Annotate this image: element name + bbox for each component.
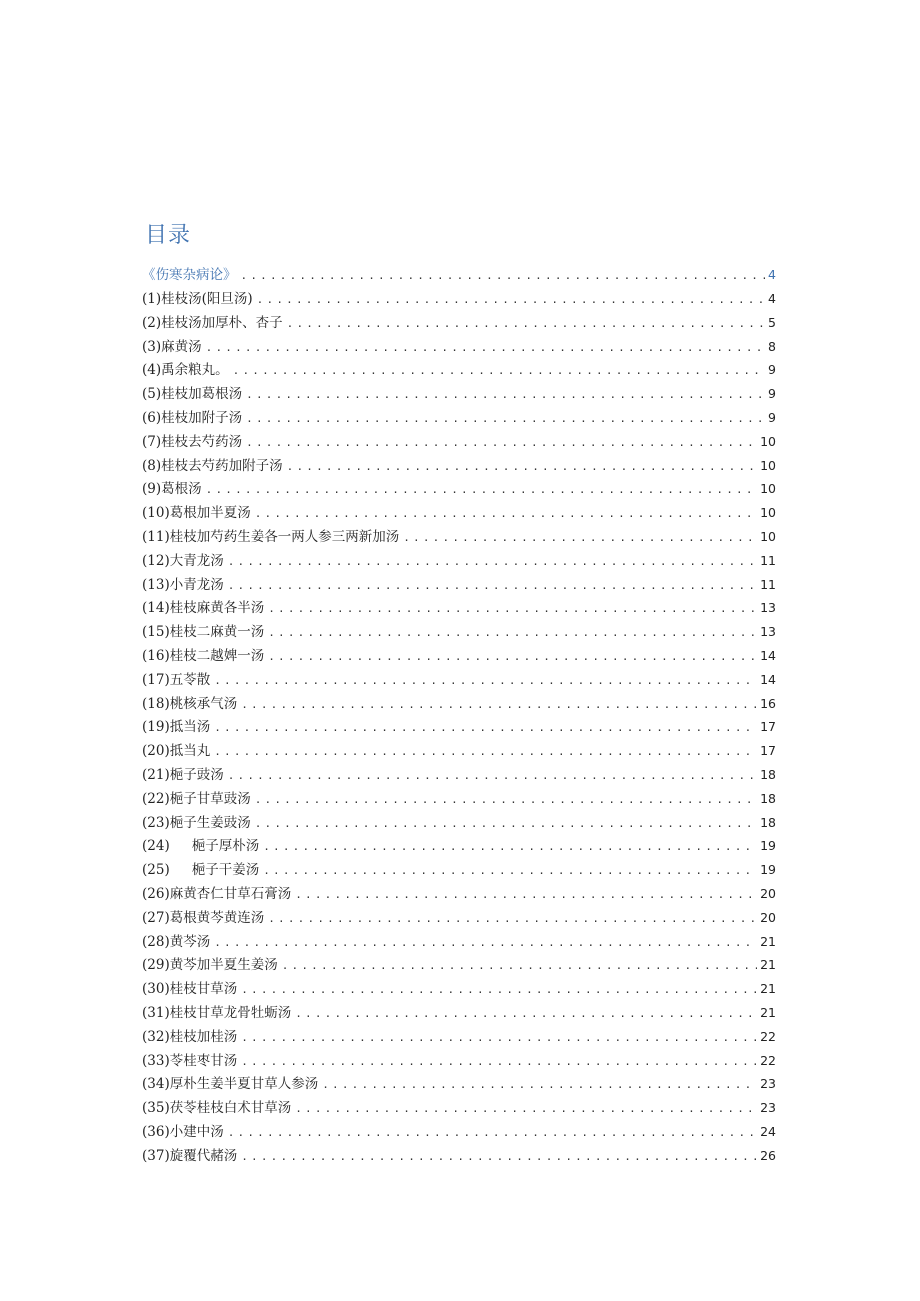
toc-entry-leader — [241, 693, 757, 716]
toc-entry-label: (37)旋覆代赭汤 — [142, 1147, 238, 1164]
toc-entry[interactable] — [142, 977, 776, 1001]
toc-entry[interactable] — [142, 930, 776, 954]
toc-entry-leader — [268, 645, 757, 668]
toc-entry-label: (6)桂枝加附子汤 — [142, 409, 243, 426]
toc-entry-page: 19 — [760, 838, 776, 854]
toc-entry-leader — [322, 1073, 757, 1096]
toc-entry-label: (28)黄芩汤 — [142, 933, 211, 950]
toc-entry-label: (30)桂枝甘草汤 — [142, 981, 238, 998]
toc-entry-page: 4 — [768, 291, 776, 306]
toc-entry[interactable] — [142, 739, 776, 763]
toc-entry-label: (4)禹余粮丸。 — [142, 362, 229, 379]
toc-entry[interactable] — [142, 1049, 776, 1073]
toc-entry[interactable] — [142, 620, 776, 644]
toc-entry-leader — [241, 1145, 757, 1168]
toc-entry-leader — [268, 621, 757, 644]
toc-entry-leader — [268, 597, 757, 620]
toc-entry-page: 21 — [760, 933, 776, 949]
toc-entry-text: 梔子厚朴汤 — [191, 838, 260, 855]
toc-entry-page: 18 — [760, 790, 776, 806]
toc-entry-page: 22 — [760, 1028, 776, 1044]
toc-list — [142, 262, 776, 1167]
toc-entry-leader — [282, 954, 757, 977]
toc-entry-label: (22)梔子甘草豉汤 — [142, 790, 251, 807]
toc-entry-page: 17 — [760, 719, 776, 735]
toc-entry[interactable] — [142, 906, 776, 930]
toc-entry-leader — [295, 1097, 757, 1120]
toc-entry-label: (21)梔子豉汤 — [142, 766, 224, 783]
toc-entry-leader — [263, 859, 757, 882]
toc-entry-leader — [287, 312, 765, 335]
toc-entry[interactable] — [142, 430, 776, 454]
toc-entry-page: 18 — [760, 766, 776, 782]
toc-entry-page: 11 — [760, 576, 776, 592]
toc-entry[interactable] — [142, 1025, 776, 1049]
toc-entry[interactable] — [142, 287, 776, 311]
toc-entry-page: 23 — [760, 1076, 776, 1092]
toc-entry-page: 8 — [768, 338, 776, 354]
toc-entry-page: 13 — [760, 600, 776, 616]
toc-entry-text: 梔子干姜汤 — [191, 862, 260, 879]
toc-entry-label: (3)麻黄汤 — [142, 338, 202, 355]
toc-entry-label: (2)桂枝汤加厚朴、杏子 — [142, 314, 283, 331]
toc-entry-label: (32)桂枝加桂汤 — [142, 1028, 238, 1045]
toc-entry-label: (26)麻黄杏仁甘草石膏汤 — [142, 885, 292, 902]
toc-entry[interactable] — [142, 811, 776, 835]
toc-entry[interactable] — [142, 477, 776, 501]
toc-entry-page: 21 — [760, 1004, 776, 1020]
toc-entry-leader — [255, 502, 757, 525]
toc-entry-page: 24 — [760, 1123, 776, 1139]
toc-entry[interactable] — [142, 525, 776, 549]
toc-entry-page: 21 — [760, 957, 776, 973]
toc-entry-leader — [241, 1026, 757, 1049]
toc-entry-page: 9 — [768, 386, 776, 402]
toc-entry-label: (13)小青龙汤 — [142, 576, 224, 593]
toc-entry-page: 10 — [760, 481, 776, 497]
toc-entry[interactable] — [142, 692, 776, 716]
toc-entry[interactable] — [142, 953, 776, 977]
toc-entry-page: 17 — [760, 743, 776, 759]
toc-entry-leader — [263, 835, 757, 858]
toc-entry[interactable] — [142, 358, 776, 382]
toc-entry-leader — [295, 883, 757, 906]
toc-entry-page: 23 — [760, 1100, 776, 1116]
toc-entry[interactable] — [142, 787, 776, 811]
toc-entry-label: (27)葛根黄芩黄连汤 — [142, 909, 265, 926]
toc-entry-leader — [228, 574, 757, 597]
toc-entry[interactable] — [142, 1096, 776, 1120]
toc-entry-page: 10 — [760, 505, 776, 521]
toc-entry-page: 19 — [760, 862, 776, 878]
toc-entry[interactable] — [142, 834, 776, 858]
toc-entry-label: (33)苓桂枣甘汤 — [142, 1052, 238, 1069]
toc-entry-leader — [241, 263, 766, 287]
toc-entry-page: 4 — [768, 267, 776, 282]
toc-entry-leader — [241, 1050, 757, 1073]
toc-entry-leader — [206, 336, 765, 359]
toc-entry-label: 《伤寒杂病论》 — [142, 267, 237, 283]
toc-entry[interactable] — [142, 882, 776, 906]
toc-entry-leader — [246, 431, 757, 454]
toc-entry-label: (16)桂枝二越婢一汤 — [142, 647, 265, 664]
toc-entry[interactable] — [142, 858, 776, 882]
toc-entry-page: 22 — [760, 1052, 776, 1068]
toc-entry-label: (36)小建中汤 — [142, 1123, 224, 1140]
toc-entry-page: 20 — [760, 885, 776, 901]
toc-entry-leader — [228, 1121, 757, 1144]
toc-entry-page: 10 — [760, 457, 776, 473]
toc-entry-leader — [233, 359, 765, 382]
toc-entry-label: (23)梔子生姜豉汤 — [142, 814, 251, 831]
toc-entry-label: (17)五苓散 — [142, 671, 211, 688]
toc-entry-page: 10 — [760, 433, 776, 449]
toc-entry-page: 14 — [760, 647, 776, 663]
toc-entry-label: (11)桂枝加芍药生姜各一两人参三两新加汤 — [142, 528, 400, 545]
toc-entry-label: (10)葛根加半夏汤 — [142, 505, 251, 522]
toc-entry[interactable] — [142, 501, 776, 525]
toc-entry-label: (29)黄芩加半夏生姜汤 — [142, 957, 278, 974]
toc-entry-number: (24) — [142, 838, 170, 855]
toc-entry-page: 16 — [760, 695, 776, 711]
toc-entry-label: (15)桂枝二麻黄一汤 — [142, 624, 265, 641]
toc-entry-leader — [403, 526, 757, 549]
toc-entry-leader — [214, 931, 757, 954]
toc-entry[interactable] — [142, 1072, 776, 1096]
toc-entry[interactable] — [142, 1144, 776, 1168]
toc-entry-label: (9)葛根汤 — [142, 481, 202, 498]
toc-entry[interactable] — [142, 454, 776, 478]
toc-title: 目录 — [145, 223, 192, 248]
toc-entry[interactable] — [142, 644, 776, 668]
toc-entry-page: 21 — [760, 981, 776, 997]
toc-entry-leader — [287, 455, 757, 478]
toc-entry-label: (18)桃核承气汤 — [142, 695, 238, 712]
toc-entry[interactable] — [142, 311, 776, 335]
toc-entry-leader — [214, 740, 757, 763]
toc-entry[interactable] — [142, 406, 776, 430]
toc-entry[interactable] — [142, 596, 776, 620]
toc-entry-leader — [255, 812, 757, 835]
toc-entry-page: 9 — [768, 409, 776, 425]
toc-entry-leader — [228, 550, 757, 573]
toc-entry-leader — [206, 478, 757, 501]
toc-entry-leader — [257, 288, 765, 311]
toc-entry-label: (34)厚朴生姜半夏甘草人参汤 — [142, 1076, 319, 1093]
toc-entry-page: 18 — [760, 814, 776, 830]
toc-entry-leader — [295, 1002, 757, 1025]
toc-entry[interactable] — [142, 382, 776, 406]
toc-entry-leader — [228, 764, 757, 787]
toc-entry-leader — [268, 907, 757, 930]
toc-entry[interactable] — [142, 1001, 776, 1025]
toc-entry-leader — [246, 383, 765, 406]
toc-entry-label: (31)桂枝甘草龙骨牡蛎汤 — [142, 1004, 292, 1021]
toc-entry-label: (20)抵当丸 — [142, 743, 211, 760]
toc-entry-page: 20 — [760, 909, 776, 925]
toc-entry-label: (8)桂枝去芍药加附子汤 — [142, 457, 283, 474]
toc-entry[interactable] — [142, 335, 776, 359]
toc-entry[interactable] — [142, 1120, 776, 1144]
toc-entry-label: (14)桂枝麻黄各半汤 — [142, 600, 265, 617]
toc-entry-page: 10 — [760, 528, 776, 544]
toc-entry-page: 14 — [760, 671, 776, 687]
toc-entry[interactable] — [142, 573, 776, 597]
toc-entry-page: 13 — [760, 624, 776, 640]
toc-entry-label — [142, 859, 263, 882]
toc-entry-number: (25) — [142, 862, 170, 879]
toc-entry[interactable] — [142, 549, 776, 573]
toc-entry-page: 5 — [768, 314, 776, 330]
toc-entry[interactable] — [142, 668, 776, 692]
toc-entry-page: 11 — [760, 552, 776, 568]
toc-entry-leader — [214, 669, 757, 692]
toc-entry-leader — [246, 407, 765, 430]
toc-entry[interactable] — [142, 715, 776, 739]
toc-entry-label — [142, 835, 263, 858]
toc-entry-page: 9 — [768, 362, 776, 378]
toc-entry-label: (1)桂枝汤(阳旦汤) — [142, 291, 253, 307]
toc-entry[interactable] — [142, 763, 776, 787]
toc-entry-leader — [214, 716, 757, 739]
toc-entry-label: (12)大青龙汤 — [142, 552, 224, 569]
toc-entry[interactable] — [142, 262, 776, 287]
toc-entry-label: (5)桂枝加葛根汤 — [142, 386, 243, 403]
toc-entry-label: (7)桂枝去芍药汤 — [142, 433, 243, 450]
toc-entry-label: (19)抵当汤 — [142, 719, 211, 736]
toc-entry-label: (35)茯苓桂枝白术甘草汤 — [142, 1100, 292, 1117]
toc-entry-page: 26 — [760, 1147, 776, 1163]
toc-entry-leader — [255, 788, 757, 811]
toc-entry-leader — [241, 978, 757, 1001]
